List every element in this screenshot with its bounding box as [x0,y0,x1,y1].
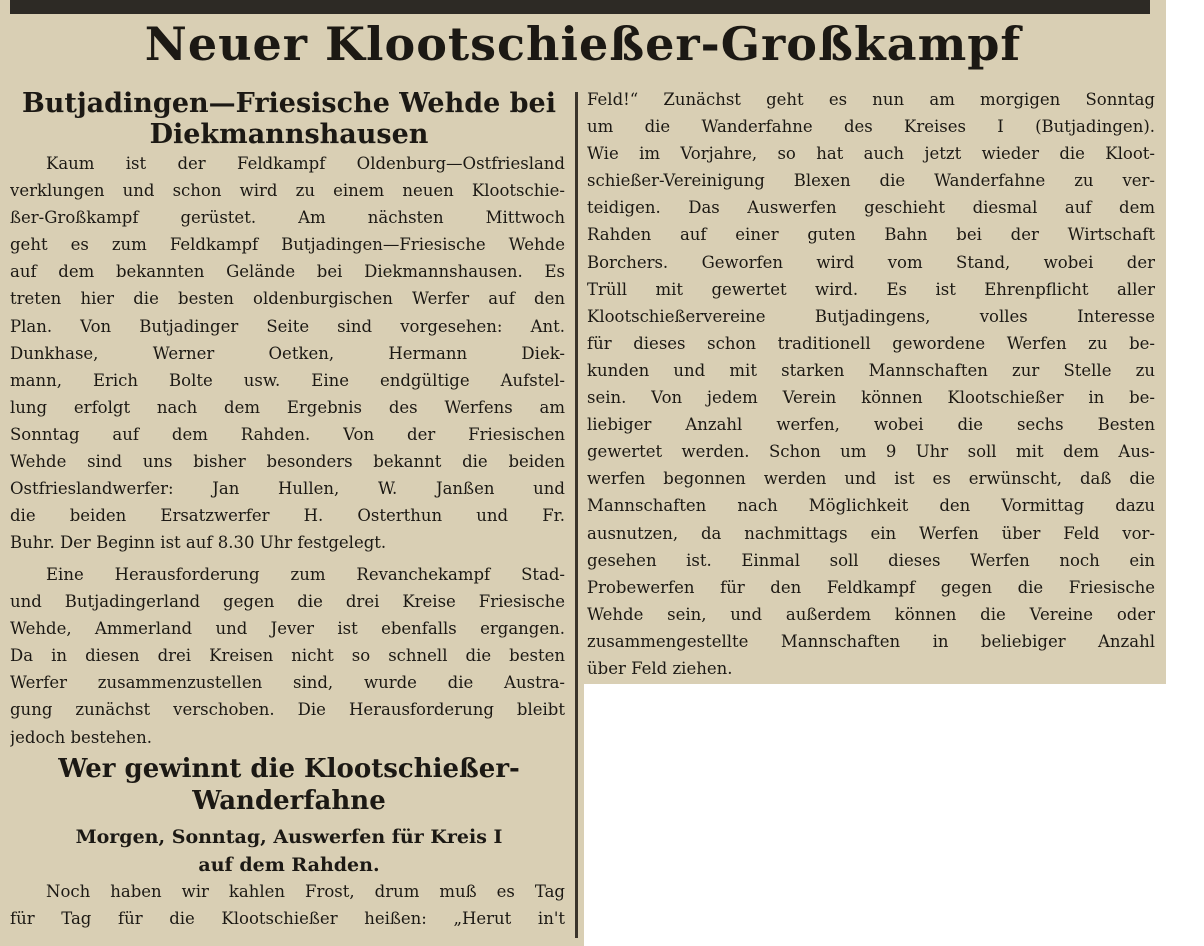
section2-paragraph-right [587,86,1155,682]
text-line: gesehen ist. Einmal soll dieses Werfen noch ein [587,550,1155,570]
text-line: zusammengestellte Mannschaften in beliebiger Anzahl [587,631,1155,651]
text-line: verklungen und schon wird zu einem neuen Klootschie- [10,181,565,201]
text-line: ßer-Großkampf gerüstet. Am nächsten Mittwoch [10,208,565,228]
text-line: Rahden auf einer guten Bahn bei der Wirtschaft [587,225,1155,245]
text-line: Noch haben wir kahlen Frost, drum muß es Tag [46,882,565,901]
text-line: Da in diesen drei Kreisen nicht so schnell die besten [10,646,565,666]
text-line: und Butjadingerland gegen die drei Kreise Friesische [10,592,565,612]
text-line: Feld!“ Zunächst geht es nun am morgigen Sonntag [587,90,1155,109]
section1-title-line1: Butjadingen—Friesische Wehde bei [21,88,556,119]
text-line: für dieses schon traditionell gewordene Werfen zu be- [587,333,1155,353]
text-line: geht es zum Feldkampf Butjadingen—Friesische Wehde [10,235,565,255]
section2-subtitle-line2: auf dem Rahden. [198,854,380,876]
text-line: liebiger Anzahl werfen, wobei die sechs Besten [587,415,1155,435]
section2-title-line2: Wanderfahne [192,786,386,816]
text-line: Dunkhase, Werner Oetken, Hermann Diek- [10,343,565,363]
text-line: gung zunächst verschoben. Die Herausforderung bleibt [10,700,565,720]
text-line: schießer-Vereinigung Blexen die Wanderfahne zu ver- [587,171,1155,191]
text-line: Buhr. Der Beginn ist auf 8.30 Uhr festgelegt. [10,533,387,553]
text-line: über Feld ziehen. [587,658,733,678]
text-line: Wie im Vorjahre, so hat auch jetzt wieder die Kloot- [587,144,1155,164]
text-line: werfen begonnen werden und ist es erwünscht, daß die [587,469,1155,489]
text-line: auf dem bekannten Gelände bei Diekmannshausen. Es [10,262,565,282]
section1-paragraph-2 [10,561,565,751]
section2-paragraph-left [10,878,565,932]
text-line: die beiden Ersatzwerfer H. Osterthun und Fr. [10,506,565,526]
text-line: ausnutzen, da nachmittags ein Werfen über Feld vor- [587,523,1155,543]
text-line: Wehde sind uns bisher besonders bekannt die beiden [10,452,565,472]
text-line: Wehde, Ammerland und Jever ist ebenfalls ergangen. [10,619,565,639]
text-line: jedoch bestehen. [10,727,152,747]
text-line: Klootschießervereine Butjadingens, volles Interesse [587,306,1155,326]
text-line: sein. Von jedem Verein können Klootschießer in be- [587,388,1155,408]
text-line: Trüll mit gewertet wird. Es ist Ehrenpflicht aller [587,279,1155,299]
section2-subtitle-line1: Morgen, Sonntag, Auswerfen für Kreis I [75,826,503,848]
text-line: Borchers. Geworfen wird vom Stand, wobei der [587,252,1155,272]
text-line: Eine Herausforderung zum Revanchekampf Stad- [46,565,565,584]
text-line: treten hier die besten oldenburgischen Werfer auf den [10,289,565,309]
section1-title-line2: Diekmannshausen [149,119,429,150]
section1-paragraph-1 [10,150,565,556]
text-line: Ostfrieslandwerfer: Jan Hullen, W. Janßen und [10,479,565,499]
text-line: Kaum ist der Feldkampf Oldenburg—Ostfriesland [46,154,565,173]
text-line: Mannschaften nach Möglichkeit den Vormittag dazu [587,496,1155,516]
text-line: Plan. Von Butjadinger Seite sind vorgesehen: Ant. [10,316,565,336]
text-line: gewertet werden. Schon um 9 Uhr soll mit dem Aus- [587,442,1155,462]
section2-title-line1: Wer gewinnt die Klootschießer- [58,754,520,784]
article-headline: Neuer Klootschießer-Großkampf [144,17,1022,71]
text-line: Sonntag auf dem Rahden. Von der Friesischen [10,424,565,444]
text-line: teidigen. Das Auswerfen geschieht diesmal auf dem [587,198,1155,218]
text-line: für Tag für die Klootschießer heißen: „Herut in't [10,909,565,929]
text-line: Probewerfen für den Feldkampf gegen die Friesische [587,577,1155,597]
top-rule [10,0,1150,14]
text-line: lung erfolgt nach dem Ergebnis des Werfens am [10,397,565,417]
text-line: mann, Erich Bolte usw. Eine endgültige Aufstel- [10,370,565,390]
column-divider [575,92,578,938]
text-line: um die Wanderfahne des Kreises I (Butjadingen). [587,117,1155,137]
text-line: kunden und mit starken Mannschaften zur Stelle zu [587,360,1155,380]
text-line: Werfer zusammenzustellen sind, wurde die Austra- [10,673,565,693]
text-line: Wehde sein, und außerdem können die Vereine oder [587,604,1155,624]
